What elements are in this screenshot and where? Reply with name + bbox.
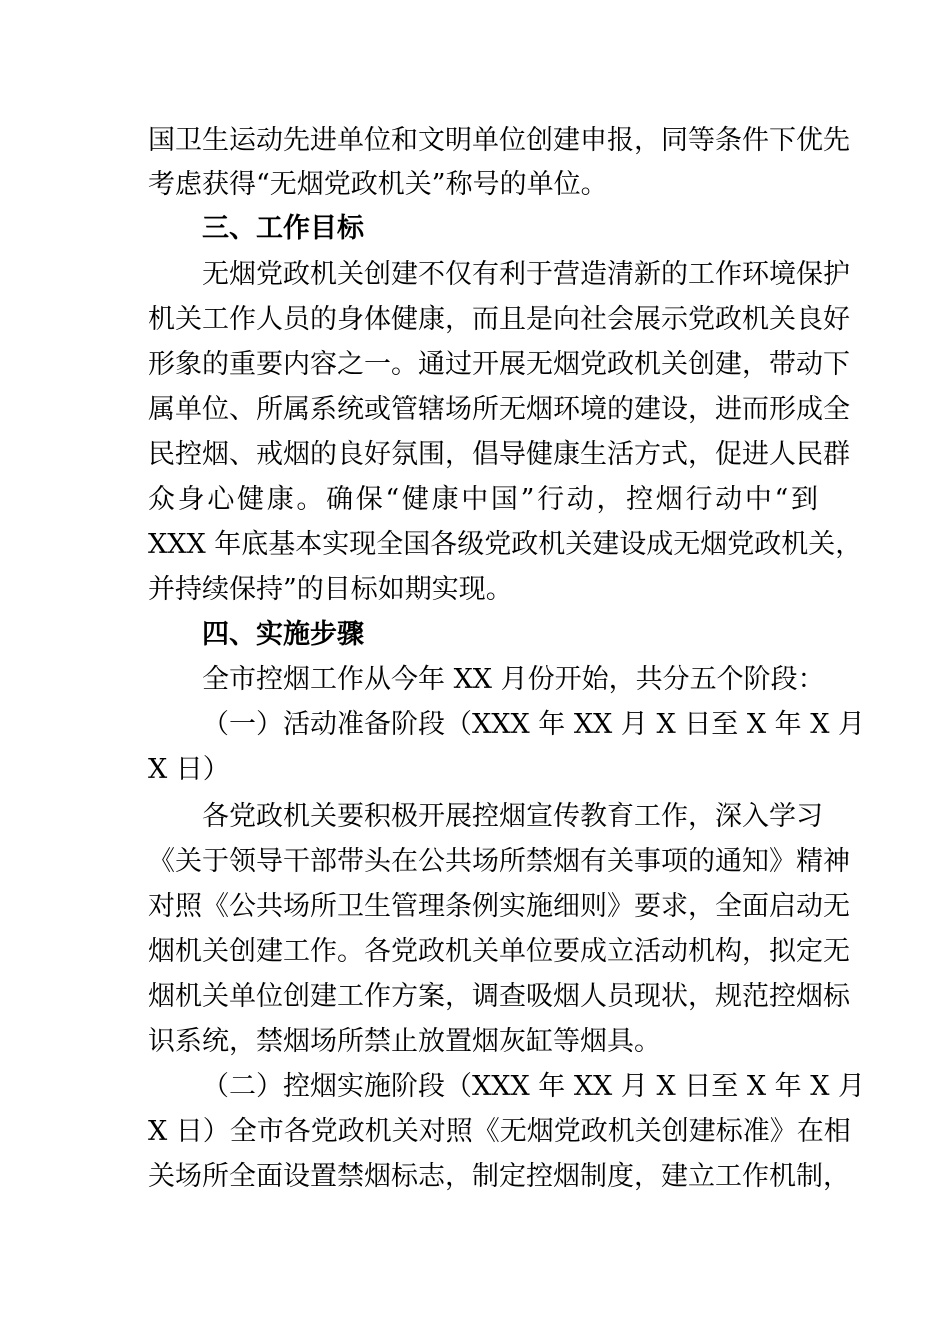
paragraph-line: X 日）全市各党政机关对照《无烟党政机关创建标准》在相 bbox=[148, 1116, 851, 1147]
paragraph-line: 民控烟、戒烟的良好氛围，倡导健康生活方式，促进人民群 bbox=[148, 439, 850, 470]
paragraph-line: 烟机关创建工作。各党政机关单位要成立活动机构，拟定无 bbox=[148, 936, 850, 967]
paragraph-line: 无烟党政机关创建不仅有利于营造清新的工作环境保护 bbox=[202, 259, 850, 290]
paragraph-line: 各党政机关要积极开展控烟宣传教育工作，深入学习 bbox=[202, 801, 823, 832]
paragraph-line: 机关工作人员的身体健康，而且是向社会展示党政机关良好 bbox=[148, 304, 850, 335]
paragraph-line: 《关于领导干部带头在公共场所禁烟有关事项的通知》精神 bbox=[148, 846, 850, 877]
paragraph-line: 形象的重要内容之一。通过开展无烟党政机关创建，带动下 bbox=[148, 349, 850, 380]
section-heading-goals: 三、工作目标 bbox=[202, 213, 364, 244]
subsection-heading-implementation: （二）控烟实施阶段（XXX 年 XX 月 X 日至 X 年 X 月 bbox=[202, 1071, 866, 1102]
paragraph-line: 烟机关单位创建工作方案，调查吸烟人员现状，规范控烟标 bbox=[148, 981, 850, 1012]
paragraph-line: 全市控烟工作从今年 XX 月份开始，共分五个阶段： bbox=[202, 664, 825, 695]
section-heading-steps: 四、实施步骤 bbox=[202, 619, 364, 650]
paragraph-line: 众身心健康。确保“健康中国”行动，控烟行动中“到 bbox=[148, 484, 818, 515]
paragraph-line: XXX 年底基本实现全国各级党政机关建设成无烟党政机关， bbox=[148, 529, 863, 560]
subsection-heading-preparation: （一）活动准备阶段（XXX 年 XX 月 X 日至 X 年 X 月 bbox=[202, 709, 866, 740]
paragraph-line: 国卫生运动先进单位和文明单位创建申报，同等条件下优先 bbox=[148, 125, 850, 156]
paragraph-line: 属单位、所属系统或管辖场所无烟环境的建设，进而形成全 bbox=[148, 394, 850, 425]
paragraph-line: 关场所全面设置禁烟标志，制定控烟制度，建立工作机制， bbox=[148, 1161, 850, 1192]
paragraph-line: 并持续保持”的目标如期实现。 bbox=[148, 574, 513, 605]
paragraph-line: 识系统，禁烟场所禁止放置烟灰缸等烟具。 bbox=[148, 1026, 661, 1057]
paragraph-line: X 日） bbox=[148, 754, 230, 785]
paragraph-line: 对照《公共场所卫生管理条例实施细则》要求，全面启动无 bbox=[148, 891, 850, 922]
paragraph-line: 考虑获得“无烟党政机关”称号的单位。 bbox=[148, 169, 608, 200]
